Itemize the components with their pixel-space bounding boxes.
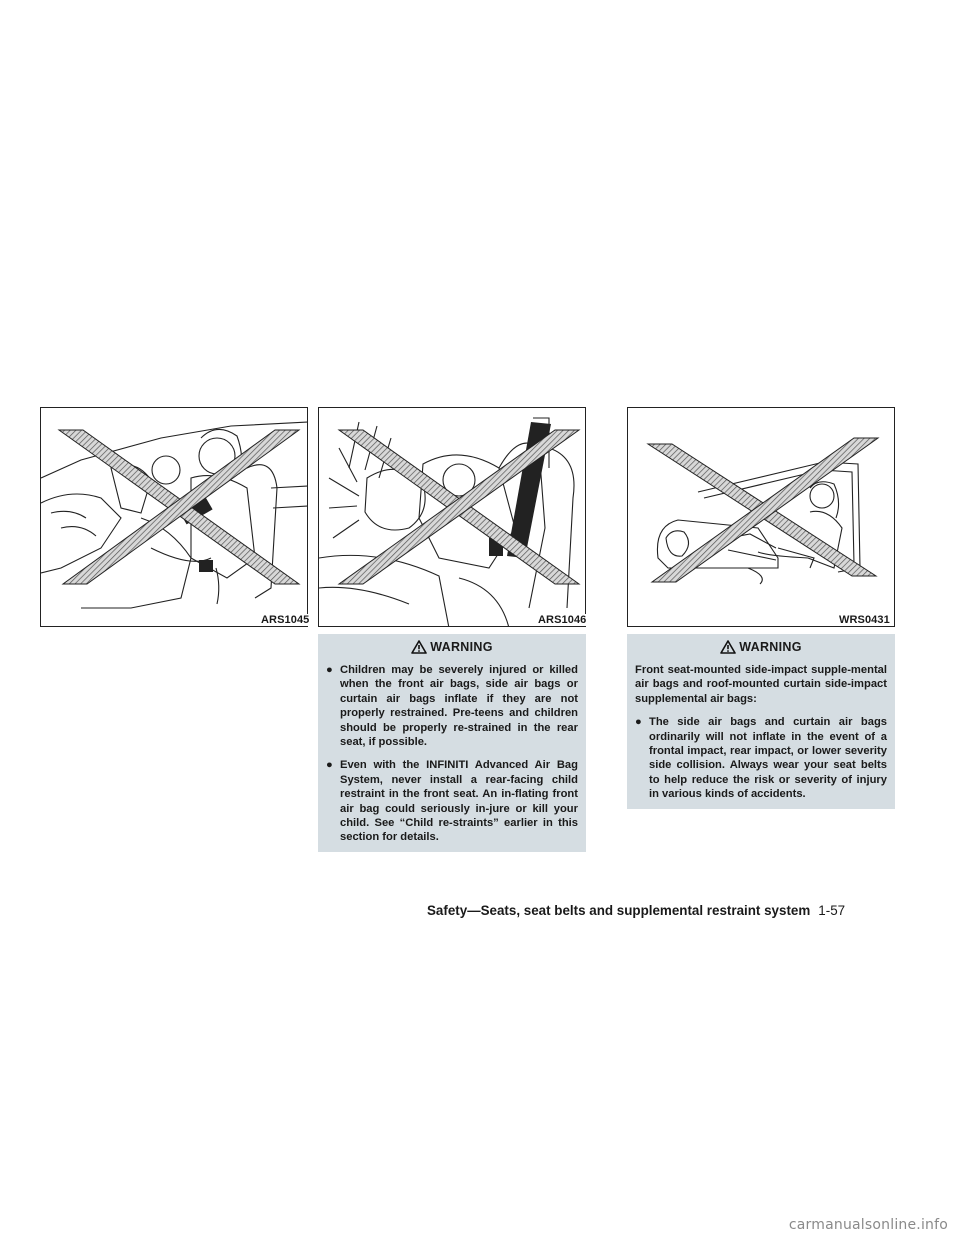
leaning-on-door-drawing [628, 408, 895, 627]
warning-text: Children may be severely injured or killed when the front air bags, side air bags or curtain air bags inflate if they are not properly restrained. Pre-teens and children should be properly re-strained in the rear seat, if possible. [340, 664, 578, 749]
warning-text: The side air bags and curtain air bags ordinarily will not inflate in the event of a frontal impact, rear impact, or lower severity side collision. Always wear your seat belts to help reduce the risk or severity of injury in various kinds of accidents. [649, 716, 887, 801]
warning-bullet [326, 663, 578, 749]
warning-title: WARNING [739, 640, 802, 654]
watermark: carmanualsonline.info [788, 1217, 948, 1233]
warning-triangle-icon [411, 640, 427, 654]
illustration-leaning-on-door [627, 407, 895, 627]
section-title: Safety—Seats, seat belts and supplemental restraint system [427, 903, 811, 918]
figure-code: WRS0431 [839, 614, 890, 626]
warning-heading [326, 640, 578, 654]
warning-intro: Front seat-mounted side-impact supple-mental air bags and roof-mounted curtain side-impact supplemental air bags: [635, 664, 887, 705]
page-number: 1-57 [818, 903, 846, 918]
figure-code: ARS1045 [261, 614, 310, 626]
illustration-child-seat-front-airbag [318, 407, 586, 627]
warning-heading [635, 640, 887, 654]
warning-text: Even with the INFINITI Advanced Air Bag System, never install a rear-facing child restraint in the front seat. An in-flating front air bag could seriously in-jure or kill your child. See “Child re-straints” earlier in this section for details. [340, 759, 578, 844]
warning-box-side-airbags [627, 634, 895, 809]
bullet-icon: ● [635, 716, 642, 729]
child-seat-airbag-drawing [319, 408, 586, 627]
illustration-child-on-lap [40, 407, 308, 627]
child-on-lap-drawing [41, 408, 308, 627]
warning-bullet [635, 715, 887, 801]
page-footer [427, 903, 895, 918]
figure-code: ARS1046 [538, 614, 587, 626]
warning-title: WARNING [430, 640, 493, 654]
warning-triangle-icon [720, 640, 736, 654]
bullet-icon: ● [326, 759, 333, 772]
warning-box-children [318, 634, 586, 852]
warning-bullet [326, 758, 578, 844]
bullet-icon: ● [326, 664, 333, 676]
